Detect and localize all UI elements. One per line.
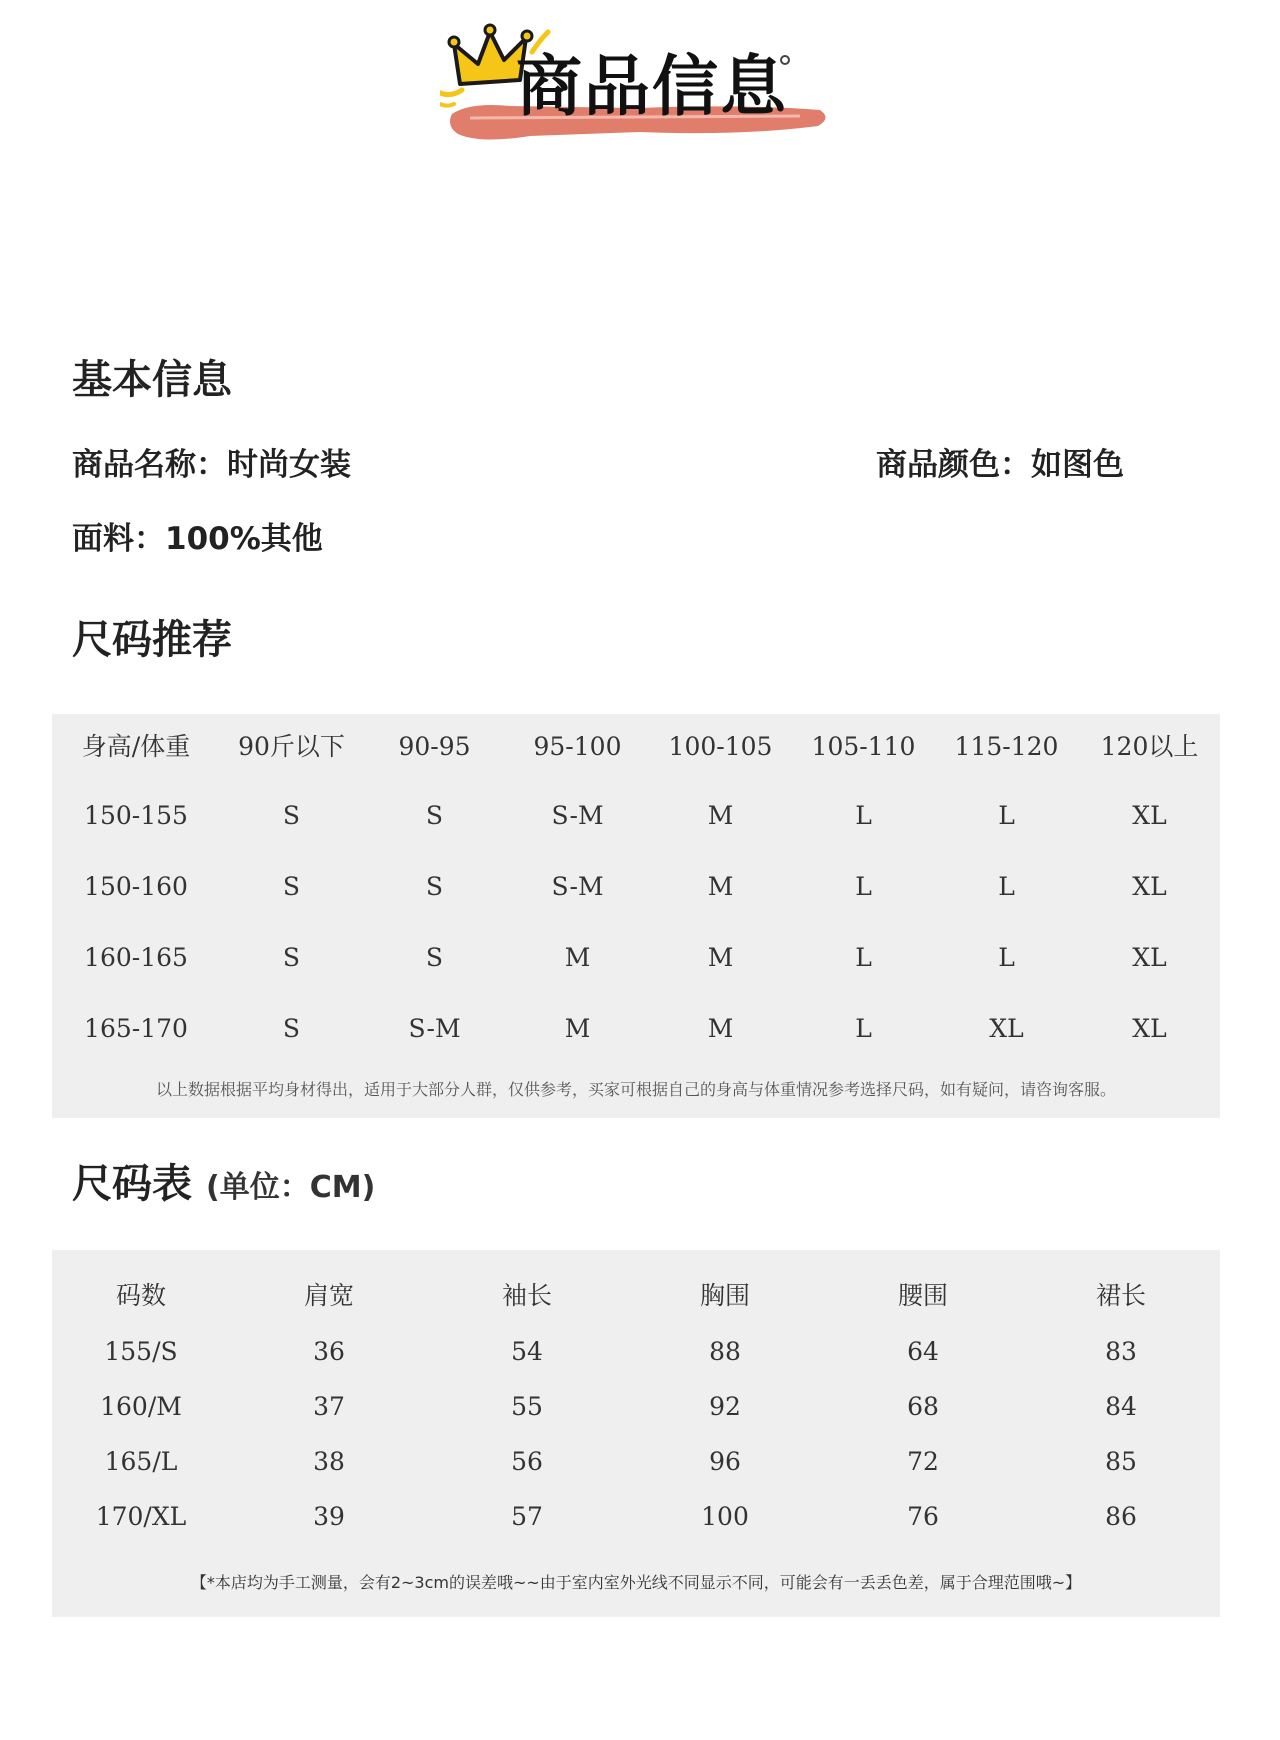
- table-header-cell: 95-100: [533, 732, 622, 761]
- table-cell: 85: [1105, 1447, 1137, 1476]
- product-name-value: 时尚女装: [227, 447, 351, 483]
- product-color-value: 如图色: [1031, 447, 1124, 483]
- table-cell: 64: [907, 1337, 939, 1366]
- table-header-cell: 120以上: [1100, 732, 1199, 761]
- table-cell: M: [564, 943, 591, 972]
- table-cell: 86: [1105, 1502, 1137, 1531]
- table-cell: 57: [511, 1502, 543, 1531]
- table-header-cell: 90-95: [398, 732, 471, 761]
- title-banner: [440, 22, 840, 162]
- table-cell: 150-160: [84, 872, 188, 901]
- size-chart-note: 【*本店均为手工测量，会有2~3cm的误差哦~~由于室内室外光线不同显示不同，可能会有一丢丢色差，属于合理范围哦~】: [190, 1573, 1082, 1592]
- table-cell: M: [707, 1014, 734, 1043]
- table-cell: XL: [1132, 1014, 1167, 1043]
- table-header-cell: 裙长: [1095, 1281, 1146, 1310]
- table-cell: 100: [701, 1502, 749, 1531]
- product-color-label: 商品颜色：: [876, 447, 1031, 483]
- table-cell: 170/XL: [95, 1502, 187, 1531]
- table-cell: 165-170: [84, 1014, 188, 1043]
- table-cell: 96: [709, 1447, 741, 1476]
- table-cell: XL: [989, 1014, 1024, 1043]
- basic-info-heading: 基本信息: [72, 357, 232, 403]
- table-cell: L: [855, 801, 872, 830]
- product-name-label: 商品名称：: [72, 447, 227, 483]
- table-cell: S-M: [551, 801, 604, 830]
- banner-title: 商品信息: [516, 48, 788, 125]
- size-recommend-heading: 尺码推荐: [72, 617, 232, 663]
- table-cell: S-M: [551, 872, 604, 901]
- table-cell: L: [855, 943, 872, 972]
- table-cell: M: [707, 943, 734, 972]
- table-cell: S: [282, 1014, 301, 1043]
- table-header-cell: 115-120: [954, 732, 1059, 761]
- table-cell: L: [855, 1014, 872, 1043]
- table-cell: 54: [511, 1337, 543, 1366]
- table-cell: S: [282, 872, 301, 901]
- table-cell: 165/L: [104, 1447, 178, 1476]
- table-header-cell: 码数: [115, 1281, 166, 1310]
- table-cell: 83: [1105, 1337, 1137, 1366]
- table-cell: S: [425, 801, 444, 830]
- size-recommend-note: 以上数据根据平均身材得出，适用于大部分人群，仅供参考，买家可根据自己的身高与体重情况参考选择尺码，如有疑问，请咨询客服。: [155, 1080, 1116, 1099]
- size-chart-title: 尺码表: [72, 1161, 192, 1207]
- table-header-cell: 腰围: [897, 1281, 948, 1310]
- table-cell: 88: [709, 1337, 741, 1366]
- table-header-cell: 100-105: [668, 732, 773, 761]
- table-header-cell: 胸围: [699, 1281, 750, 1310]
- table-header-cell: 90斤以下: [238, 732, 345, 761]
- table-cell: M: [564, 1014, 591, 1043]
- table-cell: S: [282, 943, 301, 972]
- table-header-cell: 105-110: [811, 732, 916, 761]
- table-cell: 92: [709, 1392, 741, 1421]
- table-cell: L: [855, 872, 872, 901]
- table-cell: 155/S: [104, 1337, 178, 1366]
- size-recommend-table: [52, 714, 1220, 1064]
- table-header-cell: 身高/体重: [81, 732, 191, 761]
- table-header-cell: 袖长: [501, 1281, 552, 1310]
- table-cell: 150-155: [84, 801, 188, 830]
- table-cell: 76: [907, 1502, 939, 1531]
- table-cell: XL: [1132, 801, 1167, 830]
- table-cell: 56: [511, 1447, 543, 1476]
- material-value: 100%其他: [165, 521, 323, 557]
- table-header-cell: 肩宽: [303, 1281, 354, 1310]
- table-cell: S: [282, 801, 301, 830]
- product-material: [72, 521, 323, 557]
- table-cell: 36: [313, 1337, 345, 1366]
- table-cell: 84: [1105, 1392, 1137, 1421]
- material-label: 面料：: [72, 521, 165, 557]
- size-chart-panel: [52, 1250, 1220, 1617]
- table-cell: 160-165: [84, 943, 188, 972]
- table-cell: 38: [313, 1447, 345, 1476]
- product-color: [876, 447, 1124, 483]
- table-cell: S: [425, 872, 444, 901]
- table-cell: 72: [907, 1447, 939, 1476]
- table-cell: 68: [907, 1392, 939, 1421]
- table-cell: 160/M: [100, 1392, 182, 1421]
- table-cell: 55: [511, 1392, 543, 1421]
- table-cell: S: [425, 943, 444, 972]
- product-name: [72, 447, 351, 483]
- table-cell: M: [707, 801, 734, 830]
- size-recommend-panel: [52, 714, 1220, 1118]
- size-chart-heading: [72, 1161, 376, 1207]
- table-cell: L: [998, 801, 1015, 830]
- table-cell: L: [998, 872, 1015, 901]
- size-chart-table: [52, 1268, 1220, 1544]
- size-chart-unit: (单位：CM): [206, 1170, 376, 1205]
- table-cell: S-M: [408, 1014, 461, 1043]
- table-cell: XL: [1132, 943, 1167, 972]
- table-cell: 39: [313, 1502, 345, 1531]
- table-cell: L: [998, 943, 1015, 972]
- table-cell: 37: [313, 1392, 345, 1421]
- table-cell: XL: [1132, 872, 1167, 901]
- table-cell: M: [707, 872, 734, 901]
